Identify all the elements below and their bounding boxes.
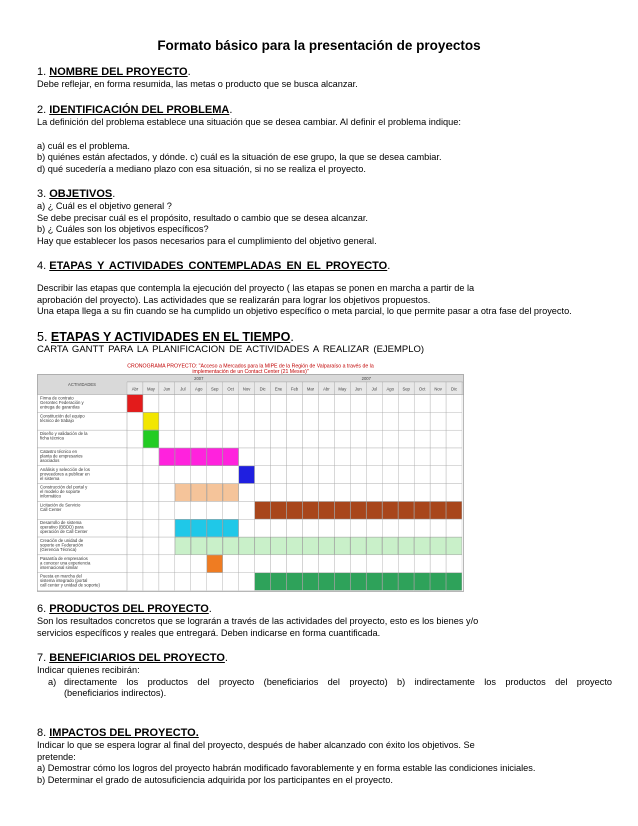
gantt-month-label: Abr [131,386,139,392]
gantt-bar-cell [430,573,445,590]
gantt-bar-cell [319,537,334,554]
gantt-activity-label: asociados [40,457,60,463]
gantt-bar-cell [319,573,334,590]
gantt-bar-cell [303,537,318,554]
section-4-heading [37,260,607,273]
gantt-bar-cell [159,448,174,465]
gantt-activity-label: Pasantía de empresarios [40,555,88,561]
gantt-bar-cell [175,537,190,554]
section-7-intro: Indicar quienes recibirán: [37,665,140,675]
gantt-bar-cell [351,573,366,590]
gantt-month-label: Jun [354,386,362,392]
section-6-line-1: Son los resultados concretos que se lograrán a través de las actividades del proyecto, esto es los bienes y/o [37,616,479,626]
gantt-activity-label: ficha técnica [40,435,64,441]
gantt-month-label: Nov [434,386,442,392]
gantt-activity-label: el sistema [40,475,60,481]
gantt-bar-cell [414,502,429,519]
gantt-bar-cell [398,537,413,554]
gantt-bar-cell [335,502,350,519]
gantt-activity-label: Firma de contrato [40,395,74,401]
gantt-bar-cell [414,573,429,590]
heading-punct: . [112,188,116,200]
section-4-line-2: aprobación del proyecto). Las actividades que se realizarán para lograr los objetivos propuestos. [37,294,431,305]
gantt-bar-cell [271,573,286,590]
gantt-bar-cell [351,502,366,519]
gantt-bar-cell [271,537,286,554]
gantt-activity-label: Call Center [40,506,62,512]
gantt-activity-label: Catastro técnico en [40,448,78,454]
heading-text: BENEFICIARIOS DEL PROYECTO [49,652,225,664]
section-6-line-2: servicios específicos y reales que entregará. Deben indicarse en forma cuantificada. [37,627,381,638]
gantt-activities-header: ACTIVIDADES [68,382,96,387]
gantt-bar-cell [207,448,222,465]
gantt-bar-cell [191,520,206,537]
gantt-bar-cell [367,573,382,590]
section-2 [37,104,607,175]
gantt-activity-label: Construcción del portal y [40,484,88,490]
gantt-month-label: Dic [259,386,266,392]
gantt-bar-cell [239,537,254,554]
gantt-activity-label: el modelo de soporte [40,489,81,495]
section-3-heading [37,188,607,201]
gantt-bar-cell [287,502,302,519]
gantt-month-label: Sep [211,386,219,392]
gantt-bar-cell [383,502,398,519]
gantt-activity-label: operativo (BBDD) para [40,524,84,530]
section-number: 4. [37,260,47,272]
gantt-bar-cell [207,537,222,554]
gantt-bar-cell [143,430,158,447]
gantt-activity-label: proveedores a publicar en [40,471,90,477]
gantt-bar-cell [223,520,238,537]
section-7-heading [37,652,607,665]
gantt-bar-cell [127,395,142,412]
gantt-bar-cell [446,573,461,590]
gantt-activity-label: Análisis y selección de los [40,466,90,472]
heading-punct: . [387,260,391,272]
gantt-bar-cell [207,555,222,572]
gantt-bar-cell [303,573,318,590]
gantt-month-label: Ago [386,386,394,392]
gantt-month-label: Jun [163,386,171,392]
gantt-month-label: Dic [450,386,458,392]
section-3-line-3: b) ¿ Cuáles son los objetivos específicos? [37,224,209,234]
gantt-activity-label: informático [40,493,62,499]
gantt-caption-line-1: CRONOGRAMA PROYECTO: "Acceso a Mercados para la MIPE de la Región de Valparaíso a través de la [127,363,374,370]
section-3-line-2: Se debe precisar cuál es el propósito, resultado o cambio que se desea alcanzar. [37,212,368,223]
heading-text: ETAPAS Y ACTIVIDADES CONTEMPLADAS EN EL PROYECTO [49,260,388,272]
gantt-bar-cell [367,537,382,554]
gantt-month-label: Feb [290,386,299,392]
gantt-activity-label: operación de Call Center [40,529,88,535]
gantt-bar-cell [223,448,238,465]
gantt-bar-cell [446,502,461,519]
section-number: 3. [37,188,47,200]
gantt-bar-cell [351,537,366,554]
gantt-bar-cell [446,537,461,554]
gantt-bar-cell [430,537,445,554]
heading-text: IMPACTOS DEL PROYECTO. [49,727,199,739]
gantt-month-label: Abr [323,386,330,392]
section-number: 1. [37,66,47,78]
gantt-bar-cell [271,502,286,519]
gantt-activity-label: técnico de trabajo [40,417,74,423]
page-title: Formato básico para la presentación de proyectos [157,38,481,53]
gantt-month-label: Ago [195,386,203,392]
gantt-bar-cell [191,448,206,465]
section-2-line-4: d) qué sucedería a mediano plazo con esa situación, si no se realiza el proyecto. [37,163,366,174]
gantt-bar-cell [223,537,238,554]
section-6 [37,603,607,639]
gantt-month-label: Jul [371,386,377,392]
gantt-month-label: Ene [274,386,283,392]
gantt-bar-cell [239,466,254,483]
section-7 [37,652,607,677]
gantt-activity-label: entrega de garantías [40,404,80,410]
heading-text: IDENTIFICACIÓN DEL PROBLEMA [49,104,230,116]
gantt-bar-cell [398,573,413,590]
gantt-month-label: Mar [306,386,315,392]
gantt-chart [37,362,464,592]
section-7-item-marker: a) [48,677,57,687]
section-1 [37,66,607,91]
section-4-line-1: Describir las etapas que contempla la ejecución del proyecto ( las etapas se ponen en marcha a partir de la [37,283,475,293]
section-3 [37,188,607,247]
gantt-bar-cell [367,502,382,519]
section-number: 7. [37,652,47,664]
section-2-line-3: b) quiénes están afectados, y dónde. c) cuál es la situación de ese grupo, la que se desea cambiar. [37,152,442,162]
section-5-subtitle: CARTA GANTT PARA LA PLANIFICACION DE ACTIVIDADES A REALIZAR (EJEMPLO) [37,344,425,355]
gantt-bar-cell [175,520,190,537]
gantt-year-1-label: 2007 [194,376,204,381]
heading-punct: . [208,603,212,615]
section-8-line-1: Indicar lo que se espera lograr al final del proyecto, después de haber alcanzado con éxito los objetivos. Se [37,740,475,750]
section-3-line-4: Hay que establecer los pasos necesarios para el cumplimiento del objetivo general. [37,235,377,246]
section-5 [37,331,607,356]
gantt-activity-label: Licitación de Servicio [40,502,81,508]
section-8-line-3: a) Demostrar cómo los logros del proyecto habrán modificado favorablemente y en forma estable las condiciones iniciales. [37,763,536,773]
section-3-line-1: a) ¿ Cuál es el objetivo general ? [37,201,172,211]
heading-text: OBJETIVOS [49,188,113,200]
gantt-bar-cell [383,537,398,554]
gantt-bar-cell [335,573,350,590]
gantt-month-label: Oct [227,386,234,392]
gantt-activity-label: sistema integrado (portal [40,578,88,584]
section-number: 2. [37,104,47,116]
section-2-heading [37,104,607,117]
gantt-month-label: May [338,386,347,392]
section-7-item-line-2: (beneficiarios indirectos). [64,688,167,698]
section-number: 5. [37,330,48,344]
heading-punct: . [224,652,228,664]
section-2-line-1: La definición del problema establece una situación que se desea cambiar. Al definir el problema indique: [37,117,461,127]
gantt-bar-cell [191,484,206,501]
gantt-bar-cell [398,502,413,519]
section-5-heading [37,331,607,344]
gantt-month-label: May [146,386,155,392]
heading-punct: . [187,66,191,78]
heading-text: PRODUCTOS DEL PROYECTO [49,603,209,615]
gantt-activity-label: Desarrollo de sistema [40,520,82,526]
gantt-bar-cell [414,537,429,554]
gantt-activity-label: Creación de unidad de [40,538,84,544]
section-2-line-2: a) cuál es el problema. [37,140,130,151]
gantt-activity-label: Diseño y validación de la [40,431,88,437]
gantt-bar-cell [287,573,302,590]
gantt-bar-cell [255,502,270,519]
gantt-month-label: Nov [242,386,251,392]
gantt-bar-cell [143,413,158,430]
gantt-month-label: Oct [418,386,426,392]
gantt-bar-cell [383,573,398,590]
section-number: 8. [37,727,47,739]
gantt-activity-label: a conocer una experiencia [40,560,91,566]
gantt-activity-label: soporte en Federación [40,542,83,548]
section-8-line-2: pretende: [37,751,76,762]
section-1-heading [37,66,607,79]
section-8-line-4: b) Determinar el grado de autosuficiencia adquirida por los participantes en el proyecto. [37,774,393,785]
gantt-bar-cell [207,520,222,537]
gantt-activity-label: (Gerencia Técnica) [40,547,77,553]
section-number: 6. [37,603,47,615]
gantt-bar-cell [255,573,270,590]
heading-punct: . [229,104,233,116]
section-7-item-line-1: directamente los productos del proyecto (beneficiarios del proyecto) b) indirectamente los productos del proyecto [64,677,612,687]
gantt-activity-label: Gerontec Federación y [40,400,84,405]
section-6-heading [37,603,607,616]
gantt-bar-cell [303,502,318,519]
gantt-activity-label: Puesta en marcha del [40,573,82,579]
gantt-bar-cell [335,537,350,554]
heading-punct: . [290,330,294,344]
gantt-bar-cell [207,484,222,501]
gantt-activity-label: Constitución del equipo [40,413,85,419]
gantt-activity-label: call center y unidad de soporte) [40,582,100,588]
gantt-caption-line-2: implementación de un Contact Center (21 Meses)" [192,369,309,375]
section-4 [37,260,607,318]
gantt-bar-cell [223,484,238,501]
gantt-bar-cell [191,537,206,554]
gantt-bar-cell [255,537,270,554]
section-4-line-3: Una etapa llega a su fin cuando se ha cumplido un objetivo específico o meta parcial, lo que permite pasar a otra fase del proyecto. [37,306,572,316]
gantt-bar-cell [175,484,190,501]
gantt-bar-cell [430,502,445,519]
section-8-heading [37,727,607,740]
gantt-month-label: Jul [180,386,186,392]
gantt-activity-label: planta de empresarios [40,453,83,459]
gantt-bar-cell [175,448,190,465]
gantt-bar-cell [319,502,334,519]
gantt-activity-label: internacional similar [40,564,78,570]
heading-text: NOMBRE DEL PROYECTO [49,66,188,78]
section-1-text: Debe reflejar, en forma resumida, las metas o producto que se busca alcanzar. [37,79,358,89]
gantt-month-label: Sep [402,386,410,392]
gantt-year-2-label: 2007 [361,376,371,381]
heading-text: ETAPAS Y ACTIVIDADES EN EL TIEMPO [50,330,291,344]
gantt-bar-cell [287,537,302,554]
section-8 [37,727,607,786]
